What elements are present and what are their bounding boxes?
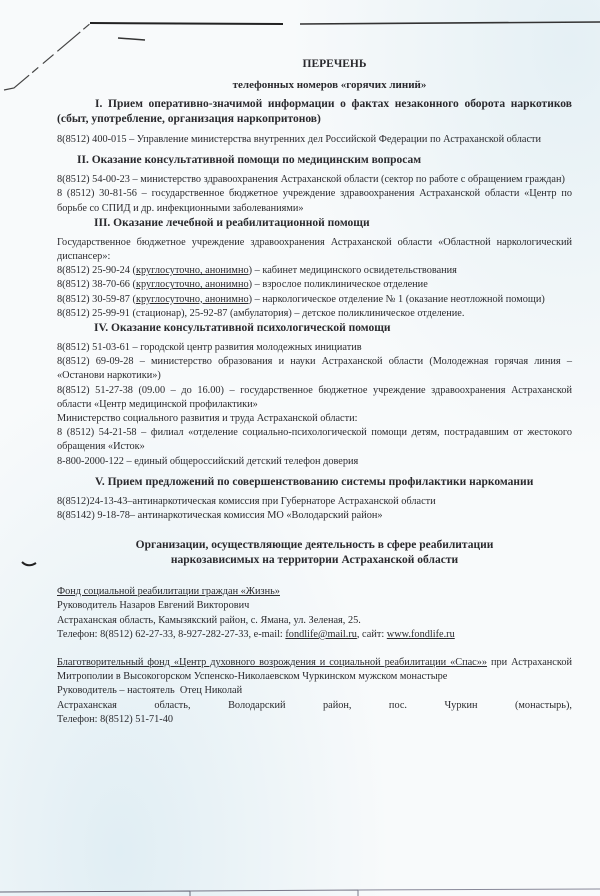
- org-2-name-rest: при Астраханской Митрополии в Высокогорском Успенско-Николаевском Чуркинском мужском монастыре: [57, 657, 573, 683]
- org-1-contacts: [57, 628, 572, 642]
- item-description: – кабинет медицинского освидетельствования: [254, 265, 457, 277]
- section-3-heading: III. Оказание лечебной и реабилитационной помощи: [94, 216, 370, 229]
- section-3-item: 8(8512) 38-70-66 (круглосуточно, анонимно) – взрослое поликлиническое отделение: [57, 279, 428, 291]
- org-2-name-text: Благотворительный фонд «Центр духовного возрождения и социальной реабилитации «Спас»»: [57, 657, 488, 669]
- org-1-head: Руководитель Назаров Евгений Викторович: [57, 600, 250, 612]
- section-4-heading: IV. Оказание консультативной психологической помощи: [94, 322, 391, 335]
- section-3-item: 8(8512) 30-59-87 (круглосуточно, анонимно) – наркологическое отделение № 1 (оказание неотложной помощи): [57, 293, 545, 305]
- item-description: – взрослое поликлиническое отделение: [254, 279, 428, 291]
- org-1-name: [57, 585, 572, 599]
- section-4-line: 8(8512) 51-27-38 (09.00 – до 16.00) – государственное бюджетное учреждение здравоохранения Астраханской области «Центр медицинской профилактики»: [57, 384, 572, 410]
- hours-note: круглосуточно, анонимно: [135, 279, 249, 291]
- org-2-head: Руководитель – настоятель Отец Николай: [57, 685, 243, 697]
- org-1-address: Астраханская область, Камызякский район, с. Ямана, ул. Зеленая, 25.: [57, 614, 361, 626]
- orgs-heading-line-2: наркозависимых на территории Астраханской области: [170, 554, 459, 567]
- section-1-line: 8(8512) 400-015 – Управление министерства внутренних дел Российской Федерации по Астраханской области: [57, 134, 542, 145]
- section-5-line: 8(8512)24-13-43–антинаркотическая комиссия при Губернаторе Астраханской области: [57, 495, 436, 507]
- section-4-line: 8 (8512) 54-21-58 – филиал «отделение социально-психологической помощи детям, пострадавшим от жестокого обращения «Исток»: [57, 427, 572, 453]
- org-1-email-link[interactable]: fondlife@mail.ru: [285, 628, 357, 640]
- org-1-name-text: Фонд социальной реабилитации граждан «Жизнь»: [57, 586, 280, 598]
- org-2-name: [57, 656, 572, 684]
- org-2-phone: Телефон: 8(8512) 51-71-40: [57, 713, 173, 725]
- section-2-heading: II. Оказание консультативной помощи по медицинским вопросам: [77, 154, 422, 167]
- section-5-heading: V. Прием предложений по совершенствованию системы профилактики наркомании: [95, 475, 534, 488]
- document-subtitle: телефонных номеров «горячих линий»: [232, 79, 427, 91]
- hours-note: круглосуточно, анонимно: [135, 265, 249, 277]
- section-4-line: 8(8512) 69-09-28 – министерство образования и науки Астраханской области (Молодежная горячая линия – «Останови наркотики»): [57, 356, 572, 382]
- item-description: – наркологическое отделение № 1 (оказание неотложной помощи): [254, 293, 545, 305]
- section-5-line: 8(85142) 9-18-78– антинаркотическая комиссия МО «Володарский район»: [57, 510, 383, 522]
- section-4-line: 8(8512) 51-03-61 – городской центр развития молодежных инициатив: [57, 342, 362, 354]
- phone-number: 8(8512) 30-59-87: [57, 293, 130, 305]
- org-1-site-label: , сайт:: [356, 628, 387, 640]
- org-2-address: Астраханская область, Володарский район, пос. Чуркин (монастырь),: [57, 699, 572, 711]
- document-body: [57, 58, 572, 727]
- section-4-line: 8-800-2000-122 – единый общероссийский детский телефон доверия: [57, 455, 359, 467]
- section-3-item: 8(8512) 25-90-24 (круглосуточно, анонимно) – кабинет медицинского освидетельствования: [57, 265, 457, 277]
- org-1-site-link[interactable]: www.fondlife.ru: [386, 628, 455, 640]
- orgs-heading-line-1: Организации, осуществляющие деятельность в сфере реабилитации: [135, 539, 494, 552]
- section-2-line: 8 (8512) 30-81-56 – государственное бюджетное учреждение здравоохранения Астраханской области «Центр по борьбе со СПИД и др. инфекционными заболеваниями»: [57, 188, 572, 214]
- phone-number: 8(8512) 25-90-24: [57, 265, 130, 277]
- hours-note: круглосуточно, анонимно: [135, 293, 249, 305]
- org-1-phone: Телефон: 8(8512) 62-27-33, 8-927-282-27-33, e-mail:: [57, 628, 286, 640]
- section-1-heading: I. Прием оперативно-значимой информации о фактах незаконного оборота наркотиков (сбыт, употребление, организация наркопритонов): [57, 98, 572, 125]
- section-2-line: 8(8512) 54-00-23 – министерство здравоохранения Астраханской области (сектор по работе с обращением граждан): [57, 174, 565, 186]
- section-4-line: Министерство социального развития и труда Астраханской области:: [57, 413, 358, 425]
- phone-number: 8(8512) 38-70-66: [57, 279, 130, 291]
- section-3-last: 8(8512) 25-99-91 (стационар), 25-92-87 (амбулатория) – детское поликлиническое отделение.: [57, 307, 465, 319]
- section-3-intro: Государственное бюджетное учреждение здравоохранения Астраханской области «Областной наркологический диспансер»:: [57, 236, 572, 263]
- document-title: ПЕРЕЧЕНЬ: [302, 58, 367, 70]
